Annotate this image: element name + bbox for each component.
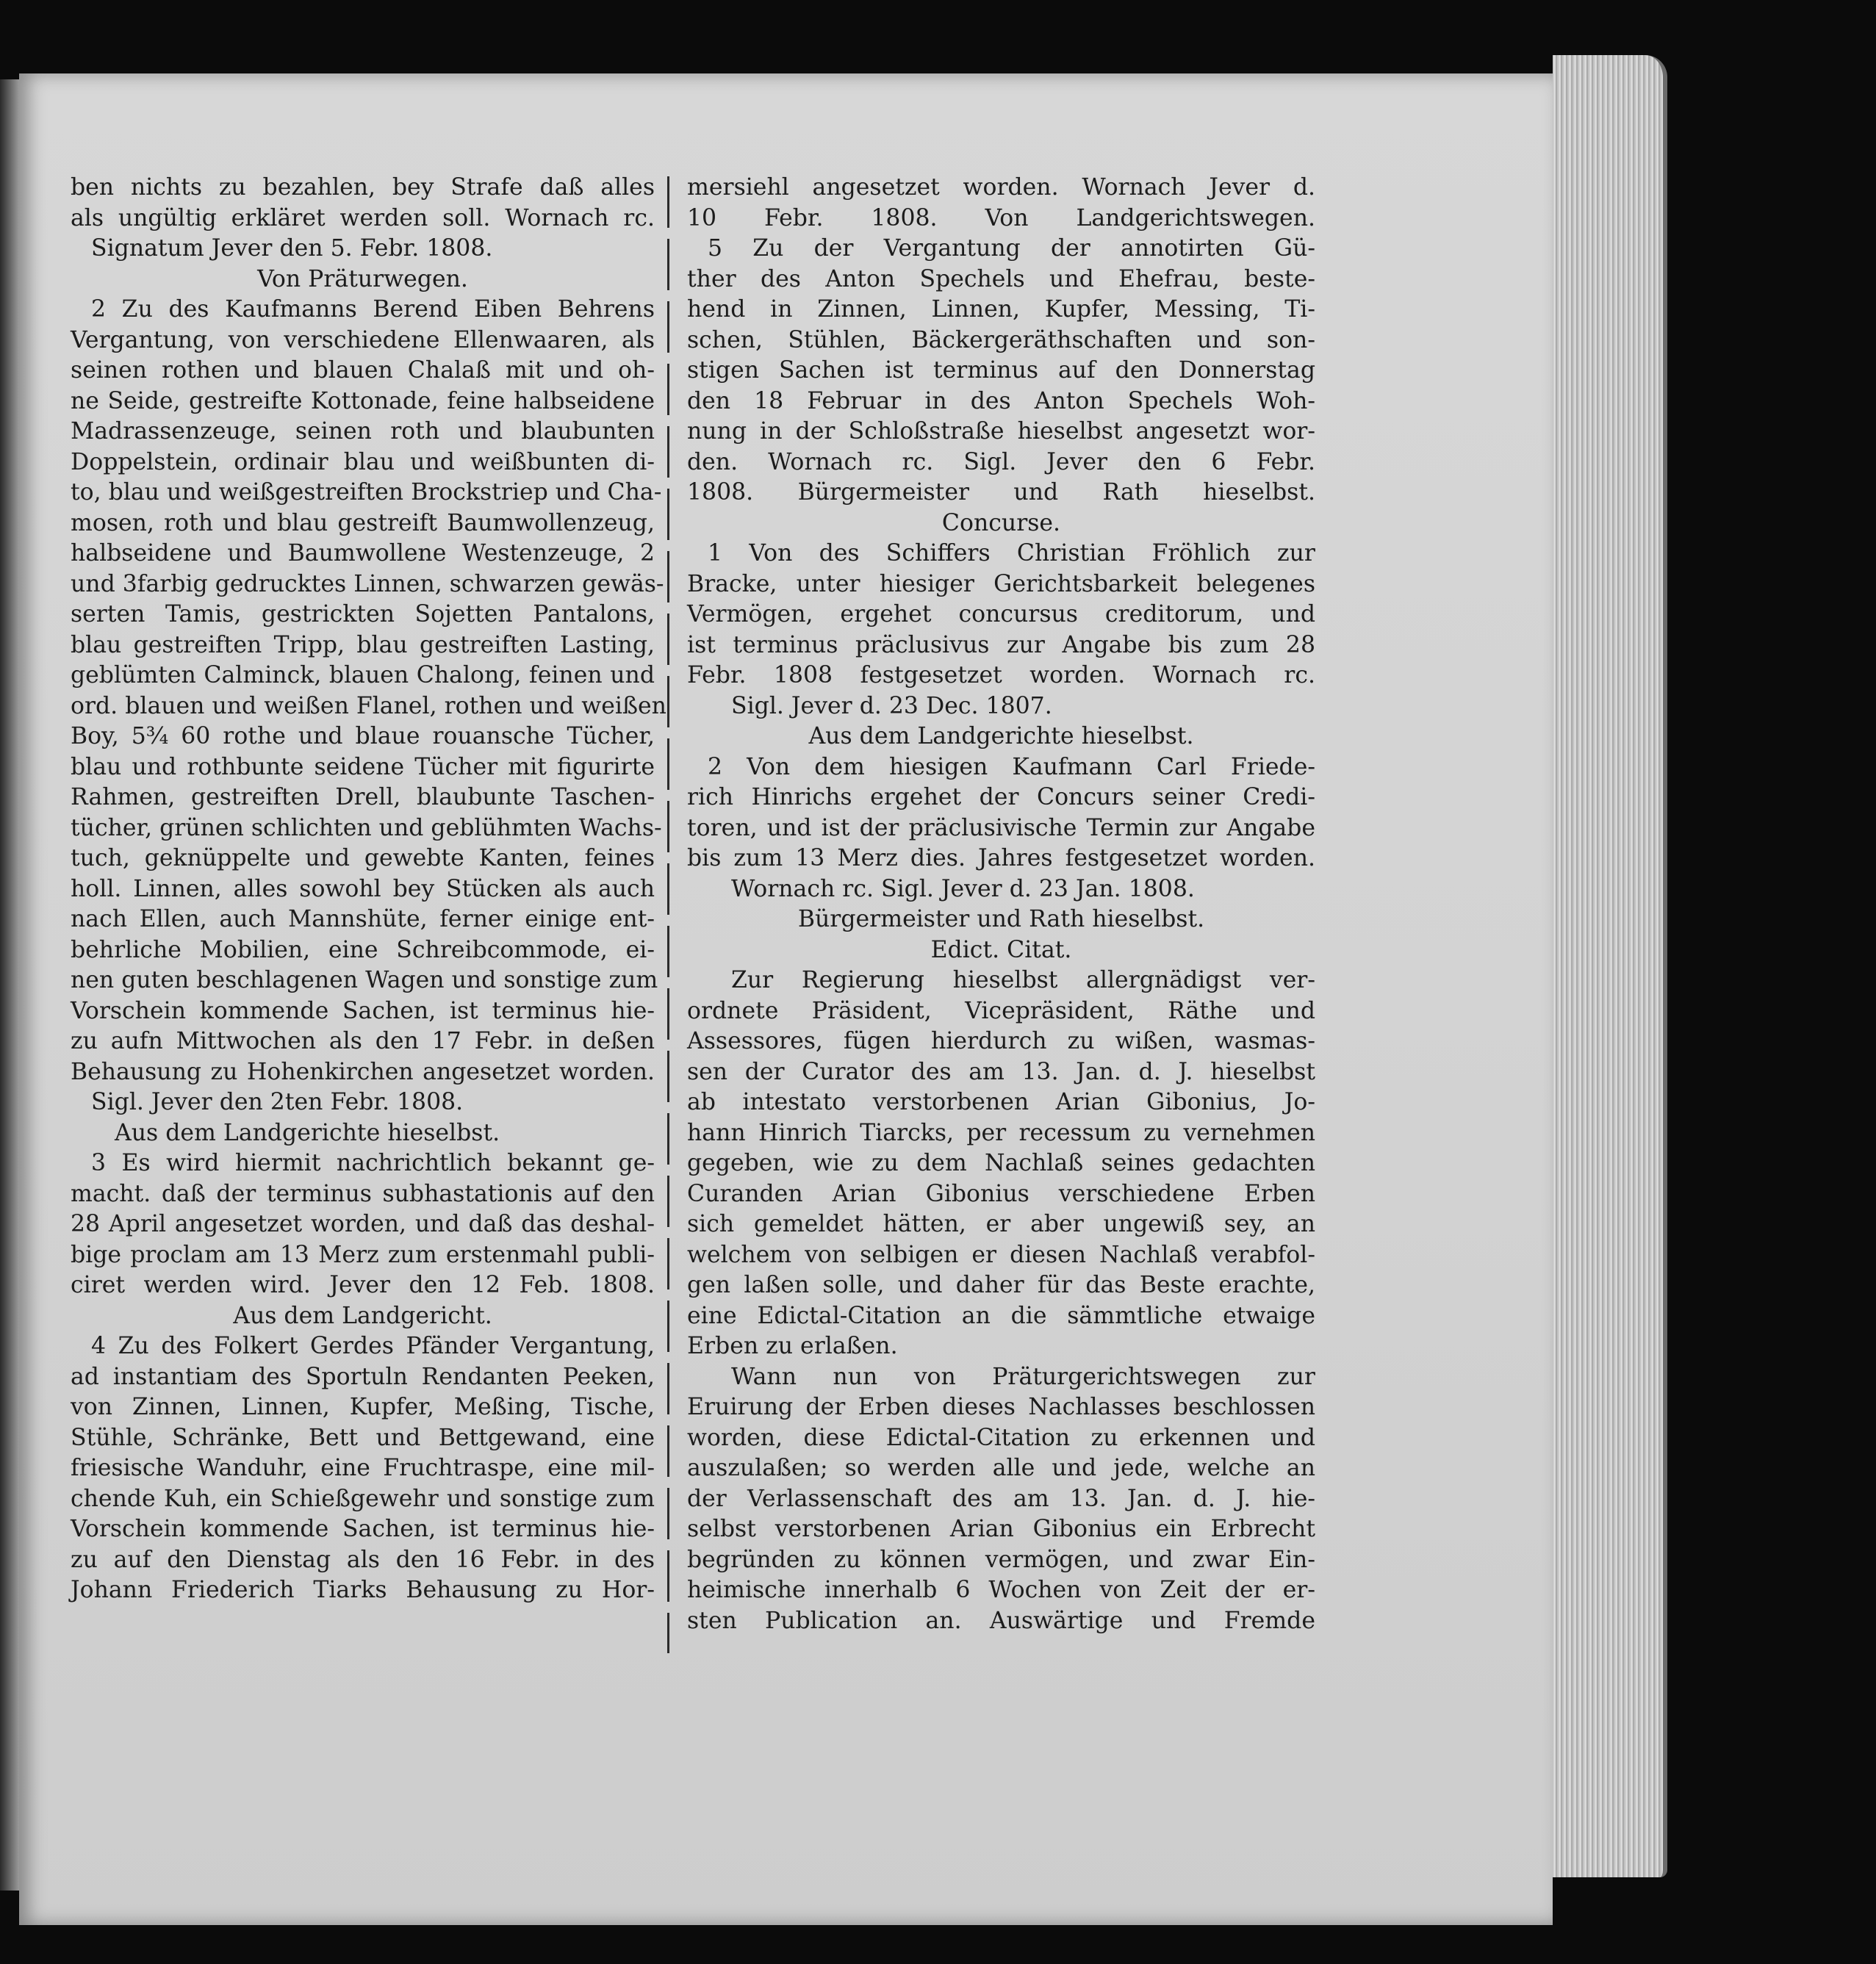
text-line: Sigl. Jever d. 23 Dec. 1807.: [731, 692, 1052, 719]
text-line: geblümten Calminck, blauen Chalong, feinen und: [71, 662, 655, 688]
text-line: Von Präturwegen.: [257, 265, 468, 292]
text-line: Vorschein kommende Sachen, ist terminus hie-: [71, 997, 655, 1024]
text-line: sich gemeldet hätten, er aber ungewiß sey, an: [687, 1211, 1315, 1237]
text-line: welchem von selbigen er diesen Nachlaß verabfol-: [687, 1241, 1315, 1268]
text-line: begründen zu können vermögen, und zwar Ein-: [687, 1546, 1315, 1573]
text-line: zu aufn Mittwochen als den 17 Febr. in deßen: [71, 1028, 655, 1054]
text-line: tuch, geknüppelte und gewebte Kanten, feines: [71, 845, 655, 871]
text-line: Johann Friederich Tiarks Behausung zu Hor-: [71, 1577, 655, 1603]
text-line: Sigl. Jever den 2ten Febr. 1808.: [91, 1089, 464, 1115]
text-line: 28 April angesetzet worden, und daß das deshal-: [71, 1211, 655, 1237]
text-line: rich Hinrichs ergehet der Concurs seiner Credi-: [687, 784, 1315, 810]
text-line: Vorschein kommende Sachen, ist terminus hie-: [71, 1516, 655, 1542]
text-line: Boy, 5¾ 60 rothe und blaue rouansche Tücher,: [71, 723, 655, 749]
text-line: Edict. Citat.: [930, 936, 1072, 963]
text-line: zu auf den Dienstag als den 16 Febr. in des: [71, 1546, 655, 1573]
text-line: und 3farbig gedrucktes Linnen, schwarzen gewäs-: [71, 570, 664, 597]
text-line: 2 Zu des Kaufmanns Berend Eiben Behrens: [91, 296, 655, 323]
text-line: eine Edictal-Citation an die sämmtliche etwaige: [687, 1302, 1315, 1329]
text-line: bis zum 13 Merz dies. Jahres festgesetzet worden.: [687, 845, 1315, 871]
text-line: nach Ellen, auch Mannshüte, ferner einige ent-: [71, 906, 655, 932]
text-line: 3 Es wird hiermit nachrichtlich bekannt ge-: [91, 1150, 655, 1176]
text-line: Aus dem Landgericht.: [233, 1302, 492, 1329]
text-line: blau und rothbunte seidene Tücher mit figurirte: [71, 753, 655, 780]
text-line: friesische Wanduhr, eine Fruchtraspe, eine mil-: [71, 1455, 655, 1481]
text-line: den. Wornach rc. Sigl. Jever den 6 Febr.: [687, 448, 1315, 475]
text-line: seinen rothen und blauen Chalaß mit und oh-: [71, 357, 655, 384]
text-line: stigen Sachen ist terminus auf den Donnerstag: [687, 357, 1315, 384]
text-line: macht. daß der terminus subhastationis auf den: [71, 1180, 655, 1207]
text-line: Eruirung der Erben dieses Nachlasses beschlossen: [687, 1394, 1315, 1420]
text-line: tücher, grünen schlichten und geblühmten Wachs-: [71, 814, 662, 841]
text-line: Vermögen, ergehet concursus creditorum, und: [687, 601, 1315, 627]
text-line: gegeben, wie zu dem Nachlaß seines gedachten: [687, 1150, 1315, 1176]
text-line: Doppelstein, ordinair blau und weißbunten di-: [71, 448, 655, 475]
text-line: 10 Febr. 1808. Von Landgerichtswegen.: [687, 204, 1315, 231]
text-line: behrliche Mobilien, eine Schreibcommode, ei-: [71, 936, 655, 963]
text-line: ad instantiam des Sportuln Rendanten Peeken,: [71, 1363, 655, 1390]
text-line: Curanden Arian Gibonius verschiedene Erben: [687, 1180, 1315, 1207]
text-line: serten Tamis, gestrickten Sojetten Pantalons,: [71, 601, 655, 627]
text-line: ciret werden wird. Jever den 12 Feb. 1808.: [71, 1272, 655, 1298]
text-line: Febr. 1808 festgesetzet worden. Wornach rc.: [687, 662, 1315, 688]
text-line: nung in der Schloßstraße hieselbst angesetzt wor-: [687, 418, 1315, 445]
text-line: worden, diese Edictal-Citation zu erkennen und: [687, 1424, 1315, 1451]
text-line: ne Seide, gestreifte Kottonade, feine halbseidene: [71, 387, 655, 414]
text-line: 4 Zu des Folkert Gerdes Pfänder Vergantung,: [91, 1333, 655, 1359]
text-line: ordnete Präsident, Vicepräsident, Räthe und: [687, 997, 1315, 1024]
text-line: den 18 Februar in des Anton Spechels Woh-: [687, 387, 1315, 414]
text-line: mersiehl angesetzet worden. Wornach Jever d.: [687, 174, 1315, 201]
text-line: Rahmen, gestreiften Drell, blaubunte Taschen-: [71, 784, 655, 810]
text-line: 2 Von dem hiesigen Kaufmann Carl Friede-: [708, 753, 1315, 780]
text-line: nen guten beschlagenen Wagen und sonstige zum: [71, 967, 658, 993]
text-line: hend in Zinnen, Linnen, Kupfer, Messing, Ti-: [687, 296, 1315, 323]
text-line: als ungültig erkläret werden soll. Wornach rc.: [71, 204, 655, 231]
text-line: heimische innerhalb 6 Wochen von Zeit der er-: [687, 1577, 1315, 1603]
text-line: sten Publication an. Auswärtige und Fremde: [687, 1607, 1315, 1634]
text-line: ist terminus präclusivus zur Angabe bis zum 28: [687, 631, 1315, 658]
text-line: Concurse.: [941, 509, 1061, 536]
text-line: Aus dem Landgerichte hieselbst.: [808, 723, 1194, 749]
text-line: Bürgermeister und Rath hieselbst.: [797, 906, 1205, 932]
text-line: Vergantung, von verschiedene Ellenwaaren, als: [71, 326, 655, 353]
text-line: 1808. Bürgermeister und Rath hieselbst.: [687, 479, 1315, 506]
text-line: Erben zu erlaßen.: [687, 1333, 898, 1359]
text-line: Wann nun von Präturgerichtswegen zur: [731, 1363, 1315, 1390]
text-line: holl. Linnen, alles sowohl bey Stücken als auch: [71, 875, 655, 902]
text-line: selbst verstorbenen Arian Gibonius ein Erbrecht: [687, 1516, 1315, 1542]
text-line: 5 Zu der Vergantung der annotirten Gü-: [708, 235, 1315, 262]
text-line: mosen, roth und blau gestreift Baumwollenzeug,: [71, 509, 655, 536]
left-text-column: [71, 173, 666, 1606]
text-line: Behausung zu Hohenkirchen angesetzet worden.: [71, 1058, 655, 1085]
text-line: der Verlassenschaft des am 13. Jan. d. J. hie-: [687, 1485, 1315, 1512]
text-line: gen laßen solle, und daher für das Beste erachte,: [687, 1272, 1315, 1298]
text-line: ord. blauen und weißen Flanel, rothen und weißen: [71, 692, 666, 719]
facing-page-edge: [0, 79, 19, 1891]
text-line: schen, Stühlen, Bäckergeräthschaften und son-: [687, 326, 1315, 353]
text-line: sen der Curator des am 13. Jan. d. J. hieselbst: [687, 1058, 1315, 1085]
text-line: Aus dem Landgerichte hieselbst.: [115, 1119, 500, 1146]
text-line: 1 Von des Schiffers Christian Fröhlich zur: [708, 540, 1315, 566]
text-line: Wornach rc. Sigl. Jever d. 23 Jan. 1808.: [731, 875, 1195, 902]
text-line: bige proclam am 13 Merz zum erstenmahl publi-: [71, 1241, 655, 1268]
page-edges: [1553, 55, 1667, 1877]
column-divider: [667, 176, 669, 1653]
text-line: chende Kuh, ein Schießgewehr und sonstige zum: [71, 1485, 655, 1512]
text-line: ben nichts zu bezahlen, bey Strafe daß alles: [71, 174, 655, 201]
text-line: ther des Anton Spechels und Ehefrau, beste-: [687, 265, 1315, 292]
text-line: halbseidene und Baumwollene Westenzeuge, 2: [71, 540, 655, 566]
text-line: ab intestato verstorbenen Arian Gibonius, Jo-: [687, 1089, 1315, 1115]
text-line: hann Hinrich Tiarcks, per recessum zu vernehmen: [687, 1119, 1315, 1146]
text-line: Bracke, unter hiesiger Gerichtsbarkeit belegenes: [687, 570, 1315, 597]
text-line: auszulaßen; so werden alle und jede, welche an: [687, 1455, 1315, 1481]
right-text-column: [687, 173, 1315, 1636]
text-line: toren, und ist der präclusivische Termin zur Angabe: [687, 814, 1315, 841]
text-line: von Zinnen, Linnen, Kupfer, Meßing, Tische,: [71, 1394, 655, 1420]
text-line: Zur Regierung hieselbst allergnädigst ver-: [731, 967, 1315, 993]
text-line: Madrassenzeuge, seinen roth und blaubunten: [71, 418, 655, 445]
text-line: Signatum Jever den 5. Febr. 1808.: [91, 235, 493, 262]
text-line: blau gestreiften Tripp, blau gestreiften Lasting,: [71, 631, 655, 658]
text-line: Stühle, Schränke, Bett und Bettgewand, eine: [71, 1424, 655, 1451]
text-line: Assessores, fügen hierdurch zu wißen, wasmas-: [687, 1028, 1315, 1054]
text-line: to, blau und weißgestreiften Brockstriep und Cha-: [71, 479, 662, 506]
